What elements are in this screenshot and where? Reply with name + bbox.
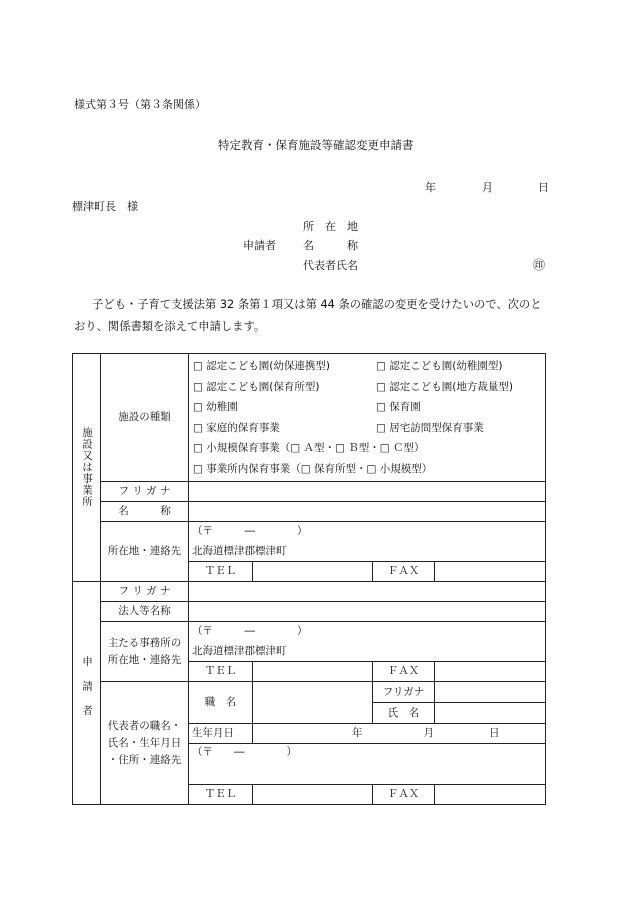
applicant-furigana-label: フ リ ガ ナ [101,582,189,602]
checkbox-option[interactable]: □ 事業所内保育事業（□ 保育所型・□ 小規模型） [193,462,433,475]
facility-address-label: 所在地・連絡先 [101,522,189,582]
birth-day-label: 日 [489,727,500,739]
representative-label: 代表者氏名 [303,259,358,272]
facility-furigana-label: フ リ ガ ナ [101,482,189,502]
checkbox-option[interactable]: □ 認定こども園(幼保連携型) [193,360,330,372]
checkbox-option[interactable]: □ 居宅訪問型保育事業 [376,421,484,434]
rep-label-line-3: ・住所・連絡先 [107,753,182,766]
representative-info-label [101,682,189,805]
facility-name-field[interactable] [189,502,546,522]
corp-name-field[interactable] [189,602,546,622]
rep-address-field[interactable] [189,766,546,785]
facility-section-label: 施設又は事業所 [73,354,101,582]
office-label-line-2: 所在地・連絡先 [107,653,182,666]
date-year-label: 年 [425,181,436,194]
birth-month-label: 月 [423,727,434,739]
applicant-label: 申請者 [243,239,276,252]
seal-mark: ㊞ [533,258,546,272]
application-table [72,353,546,805]
rep-furigana-field[interactable] [435,682,546,703]
rep-label-line-1: 代表者の職名・ [107,719,182,732]
facility-type-label: 施設の種類 [101,354,189,482]
facility-type-options [189,354,546,482]
date-month-label: 月 [482,181,493,194]
facility-tel-label: ＴＥＬ [189,562,253,582]
rep-fax-label: ＦＡＸ [373,785,435,805]
applicant-section-label: 申請者 [73,582,101,805]
rep-furigana-label: フリガナ [373,682,435,703]
body-text-line-1: 子ども・子育て支援法第 32 条第１項又は第 44 条の確認の変更を受けたいので、次のと [92,298,542,311]
rep-name-label: 氏 名 [373,703,435,724]
office-fax-field[interactable] [435,662,546,682]
checkbox-option[interactable]: □ 家庭的保育事業 [193,421,280,434]
checkbox-option[interactable]: □ 小規模保育事業（□ Ａ型・□ Ｂ型・□ Ｃ型） [193,442,425,454]
facility-tel-field[interactable] [253,562,373,582]
facility-fax-field[interactable] [435,562,546,582]
checkbox-option[interactable]: □ 認定こども園(幼稚園型) [376,360,503,372]
addressee: 標津町長 様 [72,200,138,213]
rep-tel-label: ＴＥＬ [189,785,253,805]
date-day-label: 日 [538,181,549,194]
document-title: 特定教育・保育施設等確認変更申請書 [218,138,414,152]
rep-label-line-2: 氏名・生年月日 [107,736,182,749]
birth-year-label: 年 [352,727,363,739]
checkbox-option[interactable]: □ 認定こども園(保育所型) [193,380,320,393]
office-fax-label: ＦＡＸ [373,662,435,682]
rep-fax-field[interactable] [435,785,546,805]
rep-tel-field[interactable] [253,785,373,805]
address-label: 所 在 地 [303,220,358,233]
office-address[interactable]: 北海道標津郡標津町 [189,642,546,662]
office-tel-label: ＴＥＬ [189,662,253,682]
applicant-furigana-field[interactable] [189,582,546,602]
office-label-line-1: 主たる事務所の [107,636,182,649]
checkbox-option[interactable]: □ 幼稚園 [193,401,238,413]
office-address-label [101,622,189,682]
office-postal[interactable]: （〒 ― ） [189,622,546,642]
facility-furigana-field[interactable] [189,482,546,502]
checkbox-option[interactable]: □ 保育園 [376,401,421,413]
facility-postal[interactable]: （〒 ― ） [189,522,546,542]
checkbox-option[interactable]: □ 認定こども園(地方裁量型) [376,380,513,393]
office-tel-field[interactable] [253,662,373,682]
facility-fax-label: ＦＡＸ [373,562,435,582]
name-label: 名 称 [303,239,358,252]
birth-date-label: 生年月日 [189,724,253,744]
facility-address[interactable]: 北海道標津郡標津町 [189,542,546,562]
form-number: 様式第３号（第３条関係） [74,98,206,111]
facility-name-label: 名 称 [101,502,189,522]
body-text-line-2: おり、関係書類を添えて申請します。 [74,320,266,333]
birth-date-field[interactable] [253,724,546,744]
position-field[interactable] [253,682,373,724]
position-label: 職 名 [189,682,253,724]
corp-name-label: 法人等名称 [101,602,189,622]
rep-postal[interactable]: （〒 ― ） [189,744,546,766]
rep-name-field[interactable] [435,703,546,724]
